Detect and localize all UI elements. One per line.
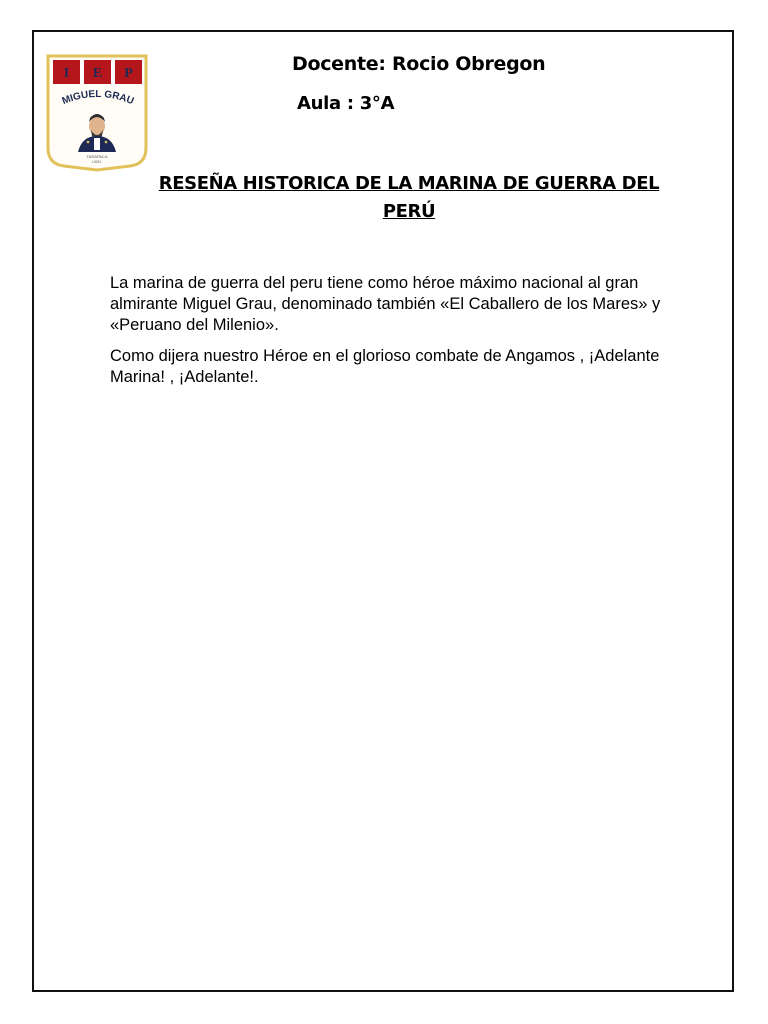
paragraph-1: La marina de guerra del peru tiene como héroe máximo nacional al gran almirante Miguel Grau, denominado también «El Caballero de los Mares» y «Peruano del Milenio». [110, 274, 661, 334]
logo-letter-i: I [63, 66, 70, 81]
logo-letter-p: P [124, 66, 133, 81]
logo-letter-e: E [92, 66, 103, 81]
logo-school-name: MIGUEL GRAU [60, 88, 136, 108]
document-title: RESEÑA HISTORICA DE LA MARINA DE GUERRA DEL PERÚ [158, 173, 660, 222]
classroom-label: Aula : 3°A [297, 93, 395, 114]
body-text [110, 273, 670, 398]
logo-small-text: TARAPACA [86, 154, 108, 159]
paragraph-2: Como dijera nuestro Héroe en el glorioso combate de Angamos , ¡Adelante Marina! , ¡Adelante!. [110, 347, 660, 386]
school-logo [44, 52, 150, 172]
logo-small-text-2: UGEL [92, 160, 102, 164]
teacher-name: Docente: Rocio Obregon [292, 53, 546, 75]
